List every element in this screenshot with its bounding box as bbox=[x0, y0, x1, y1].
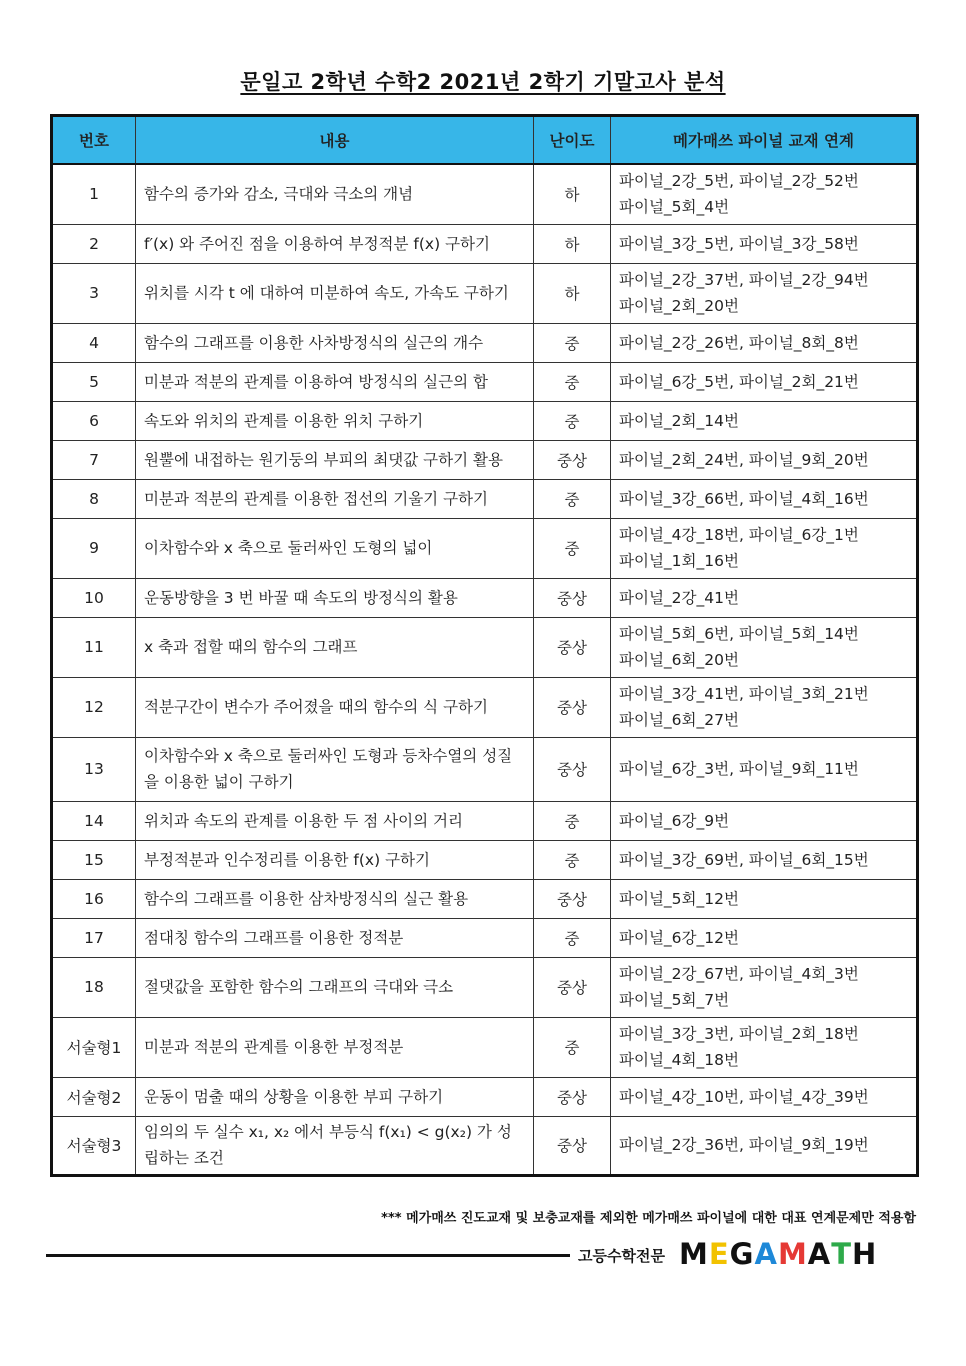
link-line-1: 파이널_6강_5번, 파이널_2회_21번 bbox=[619, 372, 859, 391]
brand-logo: MEGAMATH bbox=[679, 1237, 878, 1271]
row-content bbox=[136, 224, 534, 263]
row-number-text: 9 bbox=[89, 539, 99, 557]
header-content: 내용 bbox=[136, 116, 534, 165]
row-difficulty bbox=[534, 479, 611, 518]
link-line-2: 파이널_4회_18번 bbox=[619, 1051, 739, 1069]
row-number-text: 6 bbox=[89, 411, 99, 430]
row-textbook-link bbox=[611, 362, 918, 401]
row-textbook-link bbox=[611, 677, 918, 737]
row-difficulty-text: 중상 bbox=[557, 979, 587, 997]
row-content-text: 점대칭 함수의 그래프를 이용한 정적분 bbox=[144, 928, 404, 947]
link-line-1: 파이널_6강_12번 bbox=[619, 928, 739, 947]
row-difficulty-text: 중상 bbox=[557, 890, 587, 909]
table-row bbox=[52, 801, 918, 840]
table-row bbox=[52, 479, 918, 518]
row-content bbox=[136, 737, 534, 801]
row-content bbox=[136, 401, 534, 440]
row-difficulty-text: 중 bbox=[564, 490, 580, 509]
row-difficulty bbox=[534, 578, 611, 617]
row-number-text: 15 bbox=[84, 850, 104, 869]
row-difficulty bbox=[534, 737, 611, 801]
footnote: *** 메가매쓰 진도교재 및 보충교재를 제외한 메가매쓰 파이널에 대한 대표 연계문제만 적용함 bbox=[381, 1211, 916, 1226]
row-difficulty bbox=[534, 440, 611, 479]
row-difficulty bbox=[534, 801, 611, 840]
row-textbook-link bbox=[611, 1077, 918, 1116]
row-number bbox=[52, 677, 136, 737]
link-line-2: 파이널_2회_20번 bbox=[619, 297, 739, 315]
row-number-text: 10 bbox=[84, 588, 104, 607]
row-content bbox=[136, 1116, 534, 1175]
row-difficulty-text: 중 bbox=[564, 334, 580, 353]
row-difficulty bbox=[534, 401, 611, 440]
link-line-1: 파이널_3강_5번, 파이널_3강_58번 bbox=[619, 234, 859, 253]
link-line-2: 파이널_1회_16번 bbox=[619, 552, 739, 570]
row-number bbox=[52, 362, 136, 401]
footer-rule bbox=[46, 1254, 570, 1257]
row-number-text: 12 bbox=[84, 698, 104, 716]
row-number bbox=[52, 1116, 136, 1175]
row-number-text: 서술형2 bbox=[66, 1088, 122, 1107]
row-number-text: 1 bbox=[89, 185, 99, 204]
row-number-text: 7 bbox=[89, 450, 99, 469]
row-difficulty bbox=[534, 263, 611, 323]
analysis-table bbox=[50, 114, 919, 1177]
row-content-text: 이차함수와 x 축으로 둘러싸인 도형과 등차수열의 성질을 이용한 넓이 구하기 bbox=[144, 747, 513, 791]
page-title: 문일고 2학년 수학2 2021년 2학기 기말고사 분석 bbox=[240, 70, 726, 94]
row-content-text: 미분과 적분의 관계를 이용한 부정적분 bbox=[144, 1038, 404, 1056]
link-line-1: 파이널_2회_14번 bbox=[619, 411, 739, 430]
row-difficulty bbox=[534, 879, 611, 918]
row-textbook-link bbox=[611, 801, 918, 840]
row-number bbox=[52, 440, 136, 479]
row-difficulty-text: 중상 bbox=[557, 1088, 587, 1107]
row-textbook-link bbox=[611, 440, 918, 479]
row-number bbox=[52, 840, 136, 879]
row-content-text: 속도와 위치의 관계를 이용한 위치 구하기 bbox=[144, 411, 424, 430]
row-content-text: 위치과 속도의 관계를 이용한 두 점 사이의 거리 bbox=[144, 811, 463, 830]
row-number bbox=[52, 164, 136, 224]
row-textbook-link bbox=[611, 224, 918, 263]
row-difficulty-text: 중 bbox=[564, 1039, 580, 1057]
link-line-1: 파이널_3강_66번, 파이널_4회_16번 bbox=[619, 489, 869, 508]
row-content bbox=[136, 957, 534, 1017]
row-number bbox=[52, 518, 136, 578]
link-line-1: 파이널_6강_9번 bbox=[619, 811, 730, 830]
row-textbook-link bbox=[611, 164, 918, 224]
row-content-text: 운동방향을 3 번 바꿀 때 속도의 방정식의 활용 bbox=[144, 588, 458, 607]
row-number-text: 11 bbox=[84, 638, 104, 656]
row-difficulty-text: 중상 bbox=[557, 1137, 587, 1155]
header-difficulty: 난이도 bbox=[534, 116, 611, 165]
row-number bbox=[52, 918, 136, 957]
link-line-1: 파이널_2강_67번, 파이널_4회_3번 bbox=[619, 965, 859, 983]
row-difficulty bbox=[534, 617, 611, 677]
row-number-text: 3 bbox=[89, 284, 99, 302]
row-number-text: 8 bbox=[89, 489, 99, 508]
row-number-text: 14 bbox=[84, 811, 104, 830]
row-content bbox=[136, 801, 534, 840]
footer-subtitle: 고등수학전문 bbox=[578, 1247, 665, 1265]
table-row bbox=[52, 840, 918, 879]
table-row bbox=[52, 518, 918, 578]
link-line-1: 파이널_3강_69번, 파이널_6회_15번 bbox=[619, 850, 869, 869]
link-line-2: 파이널_5회_7번 bbox=[619, 991, 730, 1009]
row-number bbox=[52, 957, 136, 1017]
row-content-text: 임의의 두 실수 x₁, x₂ 에서 부등식 f(x₁) < g(x₂) 가 성립하는 조건 bbox=[144, 1123, 512, 1167]
row-textbook-link bbox=[611, 263, 918, 323]
table-row bbox=[52, 677, 918, 737]
row-number bbox=[52, 401, 136, 440]
row-difficulty bbox=[534, 362, 611, 401]
header-number: 번호 bbox=[52, 116, 136, 165]
link-line-1: 파이널_2강_41번 bbox=[619, 588, 739, 607]
row-number bbox=[52, 1017, 136, 1077]
row-difficulty-text: 중상 bbox=[557, 761, 587, 779]
row-textbook-link bbox=[611, 578, 918, 617]
link-line-1: 파이널_5회_6번, 파이널_5회_14번 bbox=[619, 625, 859, 643]
row-number bbox=[52, 1077, 136, 1116]
row-difficulty bbox=[534, 840, 611, 879]
row-number-text: 2 bbox=[89, 234, 99, 253]
row-content-text: 함수의 증가와 감소, 극대와 극소의 개념 bbox=[144, 185, 414, 204]
link-line-1: 파이널_2강_5번, 파이널_2강_52번 bbox=[619, 172, 859, 191]
header-textbook-link: 메가매쓰 파이널 교재 연계 bbox=[611, 116, 918, 165]
row-content-text: 위치를 시각 t 에 대하여 미분하여 속도, 가속도 구하기 bbox=[144, 284, 509, 302]
row-difficulty bbox=[534, 518, 611, 578]
row-content bbox=[136, 879, 534, 918]
row-difficulty bbox=[534, 1017, 611, 1077]
row-difficulty-text: 중상 bbox=[557, 589, 587, 608]
row-number bbox=[52, 479, 136, 518]
row-difficulty bbox=[534, 918, 611, 957]
row-difficulty-text: 하 bbox=[564, 285, 580, 303]
link-line-1: 파이널_6강_3번, 파이널_9회_11번 bbox=[619, 760, 859, 778]
row-textbook-link bbox=[611, 617, 918, 677]
row-content bbox=[136, 479, 534, 518]
link-line-2: 파이널_6회_27번 bbox=[619, 711, 739, 729]
row-content bbox=[136, 840, 534, 879]
row-content bbox=[136, 617, 534, 677]
row-content bbox=[136, 918, 534, 957]
row-content-text: 부정적분과 인수정리를 이용한 f(x) 구하기 bbox=[144, 850, 431, 869]
table-row bbox=[52, 1017, 918, 1077]
row-textbook-link bbox=[611, 957, 918, 1017]
row-number-text: 16 bbox=[84, 889, 104, 908]
row-difficulty-text: 중 bbox=[564, 929, 580, 948]
row-difficulty-text: 중 bbox=[564, 540, 580, 558]
row-content-text: x 축과 접할 때의 함수의 그래프 bbox=[144, 638, 358, 656]
row-difficulty-text: 중 bbox=[564, 373, 580, 392]
link-line-1: 파이널_5회_12번 bbox=[619, 889, 739, 908]
row-difficulty-text: 하 bbox=[564, 235, 580, 254]
row-difficulty-text: 중상 bbox=[557, 699, 587, 717]
link-line-1: 파이널_2강_37번, 파이널_2강_94번 bbox=[619, 271, 869, 289]
link-line-1: 파이널_3강_41번, 파이널_3회_21번 bbox=[619, 685, 869, 703]
row-content-text: 적분구간이 변수가 주어졌을 때의 함수의 식 구하기 bbox=[144, 698, 488, 716]
row-textbook-link bbox=[611, 879, 918, 918]
table-row bbox=[52, 263, 918, 323]
table-row bbox=[52, 918, 918, 957]
row-content-text: 미분과 적분의 관계를 이용한 접선의 기울기 구하기 bbox=[144, 489, 488, 508]
row-number bbox=[52, 263, 136, 323]
link-line-2: 파이널_5회_4번 bbox=[619, 198, 730, 217]
table-row bbox=[52, 737, 918, 801]
row-difficulty-text: 중 bbox=[564, 851, 580, 870]
row-textbook-link bbox=[611, 918, 918, 957]
row-number bbox=[52, 323, 136, 362]
row-content-text: 함수의 그래프를 이용한 삼차방정식의 실근 활용 bbox=[144, 889, 469, 908]
row-number-text: 5 bbox=[89, 372, 99, 391]
link-line-1: 파이널_4강_18번, 파이널_6강_1번 bbox=[619, 526, 859, 544]
row-content-text: f′(x) 와 주어진 점을 이용하여 부정적분 f(x) 구하기 bbox=[144, 234, 490, 253]
row-content bbox=[136, 362, 534, 401]
table-row bbox=[52, 440, 918, 479]
row-content-text: 이차함수와 x 축으로 둘러싸인 도형의 넓이 bbox=[144, 539, 433, 557]
row-content bbox=[136, 518, 534, 578]
table-row bbox=[52, 401, 918, 440]
row-content bbox=[136, 677, 534, 737]
row-number-text: 서술형3 bbox=[66, 1137, 122, 1155]
row-content bbox=[136, 440, 534, 479]
row-content-text: 절댓값을 포함한 함수의 그래프의 극대와 극소 bbox=[144, 978, 454, 996]
row-difficulty-text: 중상 bbox=[557, 639, 587, 657]
row-textbook-link bbox=[611, 737, 918, 801]
row-textbook-link bbox=[611, 479, 918, 518]
row-number-text: 13 bbox=[84, 760, 104, 778]
table-row bbox=[52, 323, 918, 362]
row-textbook-link bbox=[611, 518, 918, 578]
table-row bbox=[52, 879, 918, 918]
table-row bbox=[52, 1077, 918, 1116]
table-row bbox=[52, 362, 918, 401]
table-row bbox=[52, 578, 918, 617]
row-number-text: 4 bbox=[89, 333, 99, 352]
row-textbook-link bbox=[611, 1116, 918, 1175]
row-difficulty-text: 중상 bbox=[557, 451, 587, 470]
table-row bbox=[52, 1116, 918, 1175]
table-row bbox=[52, 164, 918, 224]
row-content-text: 미분과 적분의 관계를 이용하여 방정식의 실근의 합 bbox=[144, 372, 488, 391]
link-line-1: 파이널_2강_26번, 파이널_8회_8번 bbox=[619, 333, 859, 352]
row-difficulty bbox=[534, 957, 611, 1017]
row-content bbox=[136, 578, 534, 617]
row-difficulty-text: 중 bbox=[564, 412, 580, 431]
link-line-1: 파이널_2강_36번, 파이널_9회_19번 bbox=[619, 1136, 869, 1154]
link-line-1: 파이널_4강_10번, 파이널_4강_39번 bbox=[619, 1087, 869, 1106]
table-row bbox=[52, 224, 918, 263]
row-content bbox=[136, 263, 534, 323]
link-line-2: 파이널_6회_20번 bbox=[619, 651, 739, 669]
row-number bbox=[52, 801, 136, 840]
table-row bbox=[52, 617, 918, 677]
row-content-text: 함수의 그래프를 이용한 사차방정식의 실근의 개수 bbox=[144, 333, 484, 352]
row-content bbox=[136, 323, 534, 362]
row-content bbox=[136, 164, 534, 224]
row-content-text: 원뿔에 내접하는 원기둥의 부피의 최댓값 구하기 활용 bbox=[144, 450, 503, 469]
table-row bbox=[52, 957, 918, 1017]
row-difficulty bbox=[534, 1077, 611, 1116]
row-content bbox=[136, 1077, 534, 1116]
row-difficulty bbox=[534, 1116, 611, 1175]
row-textbook-link bbox=[611, 323, 918, 362]
row-difficulty-text: 중 bbox=[564, 812, 580, 831]
link-line-1: 파이널_3강_3번, 파이널_2회_18번 bbox=[619, 1025, 859, 1043]
row-difficulty bbox=[534, 164, 611, 224]
row-difficulty bbox=[534, 677, 611, 737]
row-number bbox=[52, 737, 136, 801]
row-content bbox=[136, 1017, 534, 1077]
row-number-text: 18 bbox=[84, 978, 104, 996]
row-textbook-link bbox=[611, 1017, 918, 1077]
row-number-text: 서술형1 bbox=[66, 1039, 122, 1057]
link-line-1: 파이널_2회_24번, 파이널_9회_20번 bbox=[619, 450, 869, 469]
row-number bbox=[52, 578, 136, 617]
row-textbook-link bbox=[611, 401, 918, 440]
row-number-text: 17 bbox=[84, 928, 104, 947]
row-textbook-link bbox=[611, 840, 918, 879]
row-number bbox=[52, 617, 136, 677]
row-difficulty-text: 하 bbox=[564, 186, 580, 205]
row-difficulty bbox=[534, 323, 611, 362]
row-difficulty bbox=[534, 224, 611, 263]
row-content-text: 운동이 멈출 때의 상황을 이용한 부피 구하기 bbox=[144, 1087, 444, 1106]
row-number bbox=[52, 879, 136, 918]
row-number bbox=[52, 224, 136, 263]
